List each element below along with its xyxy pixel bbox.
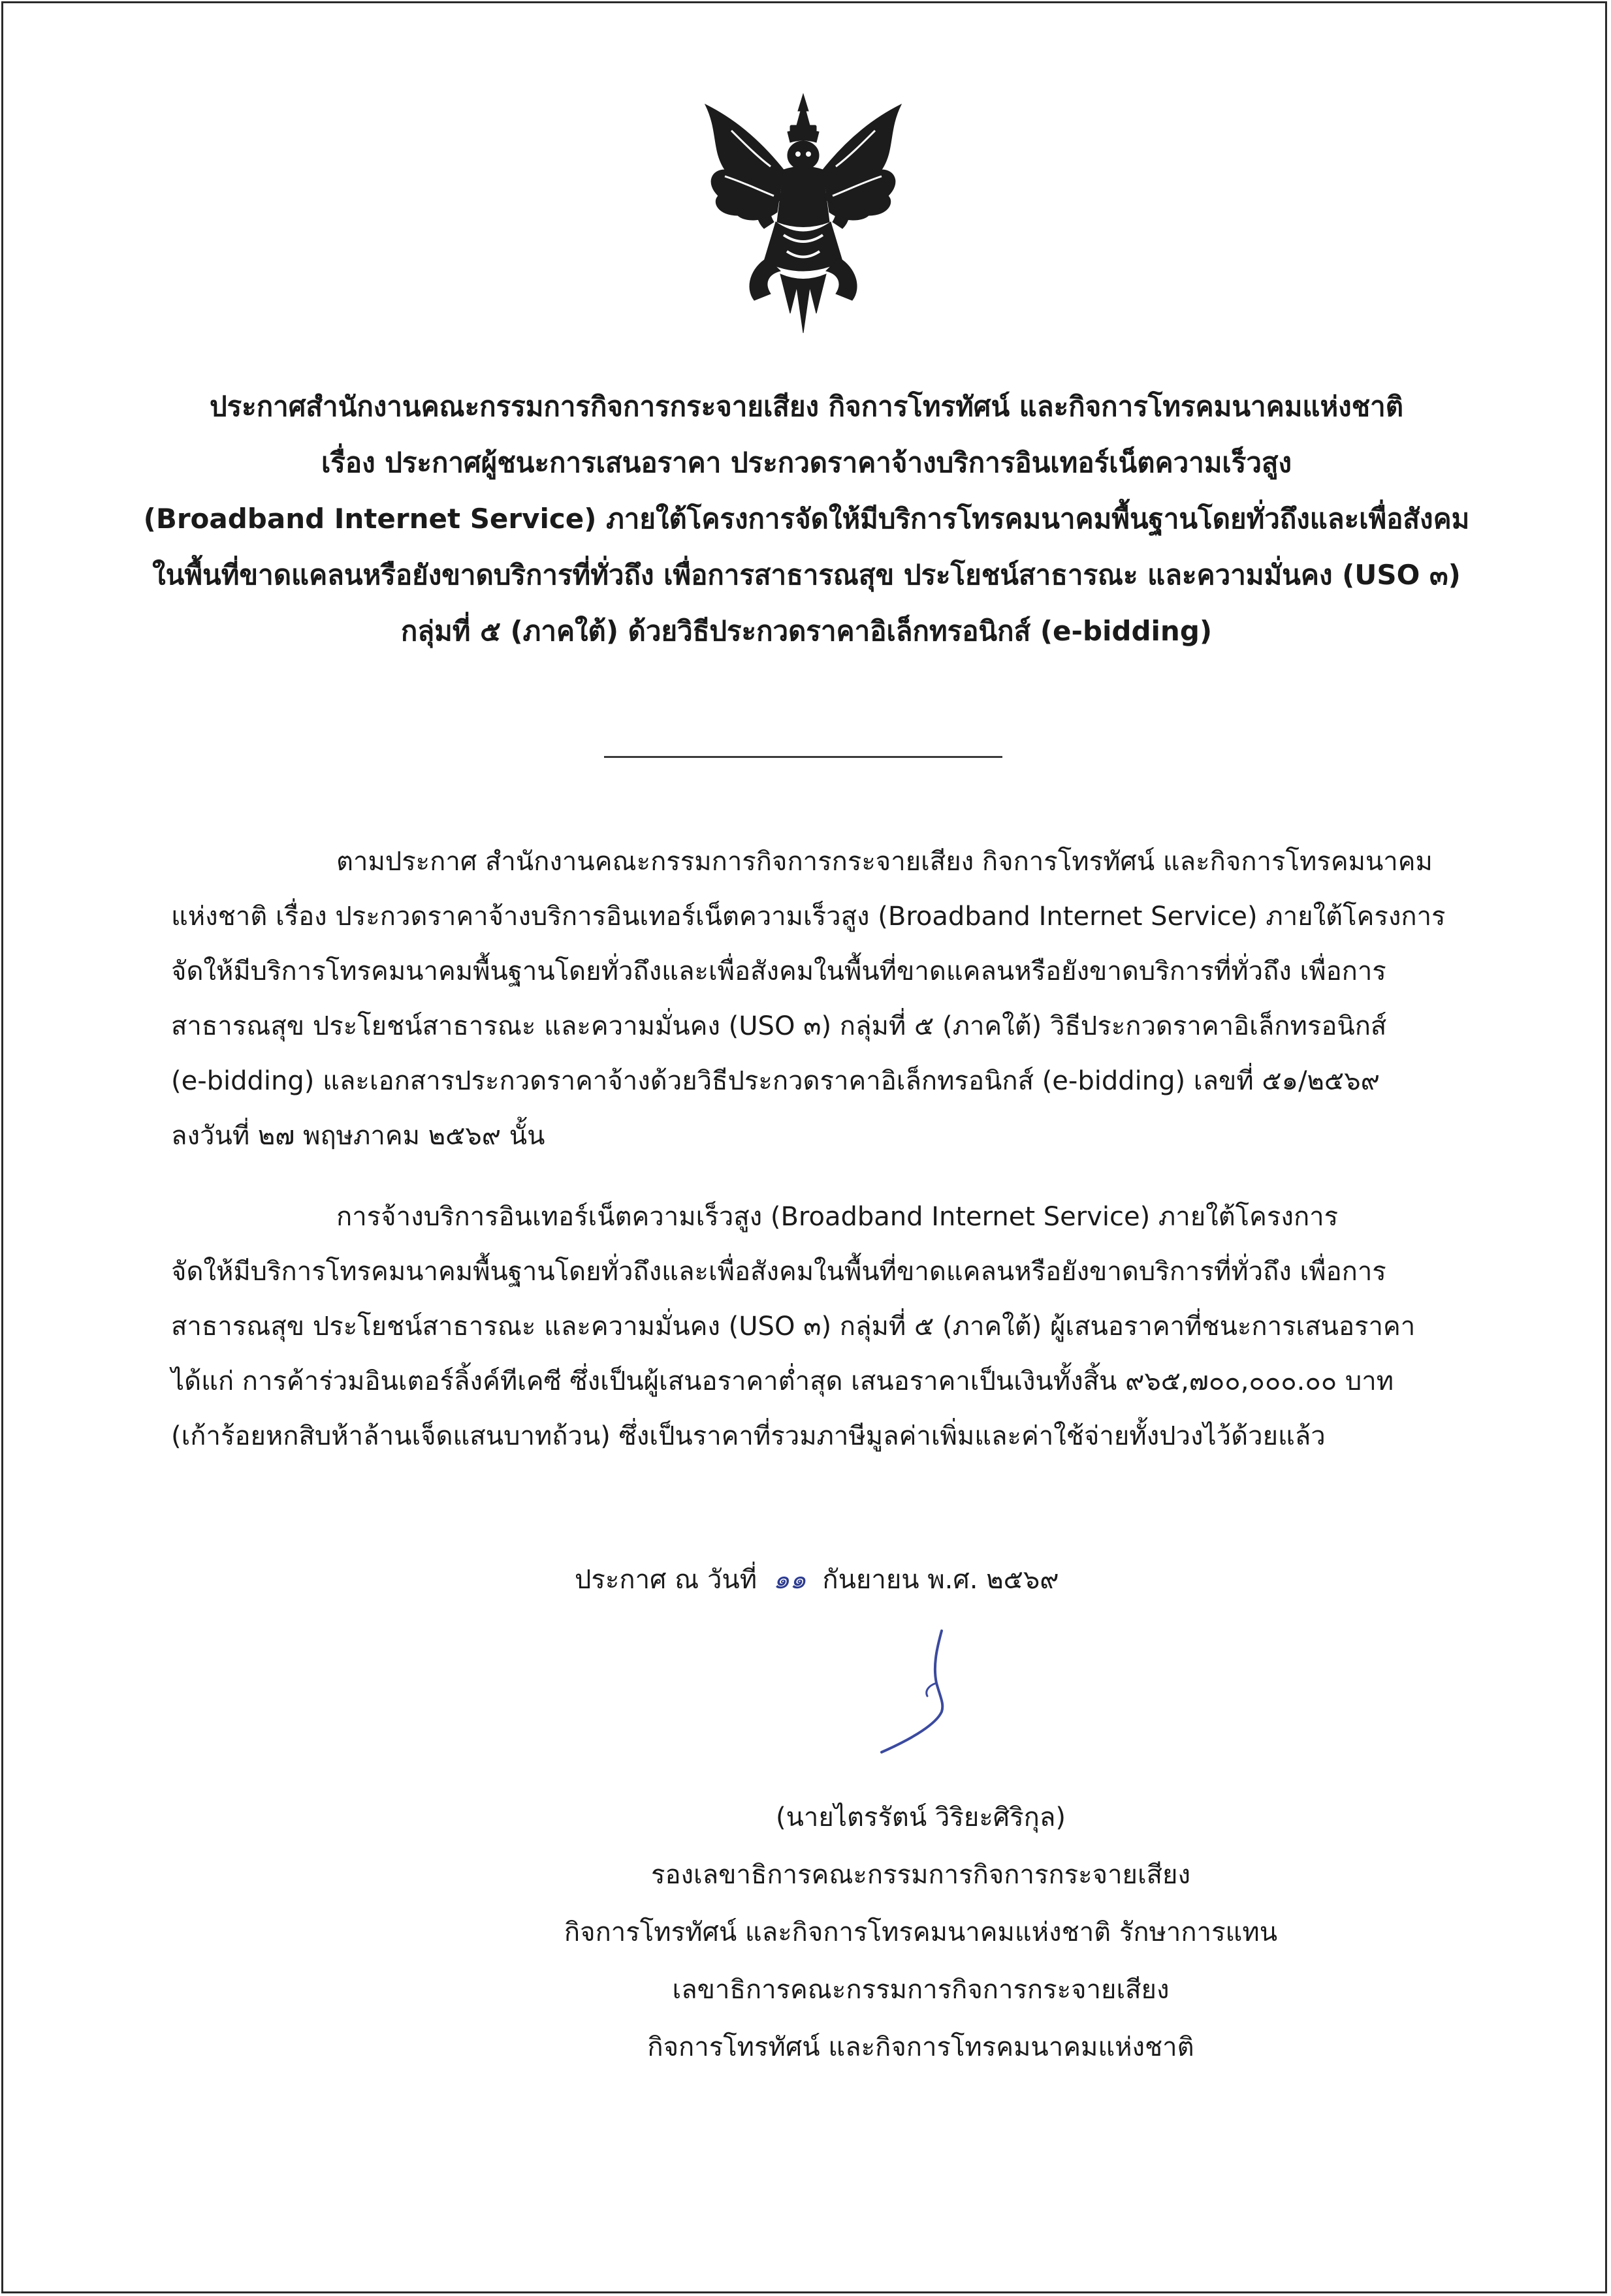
paragraph-1-line: แห่งชาติ เรื่อง ประกวดราคาจ้างบริการอินเทอร์เน็ตความเร็วสูง (Broadband Internet Service) ภายใต้โครงการ (171, 902, 1446, 932)
paragraph-1-line: (e-bidding) และเอกสารประกวดราคาจ้างด้วยวิธีประกวดราคาอิเล็กทรอนิกส์ (e-bidding) เลขที่ ๕๑/๒๕๖๙ (171, 1066, 1380, 1096)
garuda-emblem-icon (692, 91, 914, 339)
paragraph-2-line: สาธารณสุข ประโยชน์สาธารณะ และความมั่นคง (USO ๓) กลุ่มที่ ๕ (ภาคใต้) ผู้เสนอราคาที่ชนะการเสนอราคา (171, 1312, 1416, 1342)
paragraph-2-line: จัดให้มีบริการโทรคมนาคมพื้นฐานโดยทั่วถึงและเพื่อสังคมในพื้นที่ขาดแคลนหรือยังขาดบริการที่ทั่วถึง เพื่อการ (171, 1257, 1386, 1287)
signer-title-line: รองเลขาธิการคณะกรรมการกิจการกระจายเสียง (650, 1860, 1191, 1890)
signer-name: (นายไตรรัตน์ วิริยะศิริกุล) (775, 1802, 1066, 1832)
title-line-3: (Broadband Internet Service) ภายใต้โครงการจัดให้มีบริการโทรคมนาคมพื้นฐานโดยทั่วถึงและเพื่อสังคม (143, 503, 1470, 535)
paragraph-2-line: ได้แก่ การค้าร่วมอินเตอร์ลิ้งค์ทีเคซี ซึ่งเป็นผู้เสนอราคาต่ำสุด เสนอราคาเป็นเงินทั้งสิ้น ๙๖๕,๗๐๐,๐๐๐.๐๐ บาท (171, 1366, 1394, 1396)
signer-title-line: เลขาธิการคณะกรรมการกิจการกระจายเสียง (672, 1975, 1170, 2005)
paragraph-1-line: ลงวันที่ ๒๗ พฤษภาคม ๒๕๖๙ นั้น (171, 1121, 545, 1151)
announcement-prefix: ประกาศ ณ วันที่ (575, 1565, 758, 1595)
announcement-suffix: กันยายน พ.ศ. ๒๕๖๙ (822, 1565, 1059, 1595)
signer-title-line: กิจการโทรทัศน์ และกิจการโทรคมนาคมแห่งชาติ (647, 2032, 1194, 2062)
paragraph-1 (171, 834, 1477, 1163)
title-line-1: ประกาศสำนักงานคณะกรรมการกิจการกระจายเสียง กิจการโทรทัศน์ และกิจการโทรคมนาคมแห่งชาติ (209, 390, 1404, 422)
document-title (118, 379, 1495, 659)
paragraph-1-line: ตามประกาศ สำนักงานคณะกรรมการกิจการกระจายเสียง กิจการโทรทัศน์ และกิจการโทรคมนาคม (336, 847, 1433, 877)
paragraph-1-line: จัดให้มีบริการโทรคมนาคมพื้นฐานโดยทั่วถึงและเพื่อสังคมในพื้นที่ขาดแคลนหรือยังขาดบริการที่ทั่วถึง เพื่อการ (171, 956, 1386, 986)
title-line-4: ในพื้นที่ขาดแคลนหรือยังขาดบริการที่ทั่วถึง เพื่อการสาธารณสุข ประโยชน์สาธารณะ และความมั่นคง (USO ๓) (152, 559, 1461, 591)
title-line-5: กลุ่มที่ ๕ (ภาคใต้) ด้วยวิธีประกวดราคาอิเล็กทรอนิกส์ (e-bidding) (400, 615, 1213, 647)
signer-title-line: กิจการโทรทัศน์ และกิจการโทรคมนาคมแห่งชาติ รักษาการแทน (564, 1917, 1278, 1947)
paragraph-2 (171, 1189, 1477, 1464)
paragraph-1-line: สาธารณสุข ประโยชน์สาธารณะ และความมั่นคง (USO ๓) กลุ่มที่ ๕ (ภาคใต้) วิธีประกวดราคาอิเล็กทรอนิกส์ (171, 1011, 1387, 1041)
paragraph-2-line: (เก้าร้อยหกสิบห้าล้านเจ็ดแสนบาทถ้วน) ซึ่งเป็นราคาที่รวมภาษีมูลค่าเพิ่มและค่าใช้จ่ายทั้งปวงไว้ด้วยแล้ว (171, 1421, 1326, 1451)
title-divider (604, 756, 1002, 758)
paragraph-2-line: การจ้างบริการอินเทอร์เน็ตความเร็วสูง (Broadband Internet Service) ภายใต้โครงการ (336, 1202, 1339, 1232)
announcement-date (575, 1554, 1162, 1606)
signer-block (457, 1789, 1384, 2076)
signature-icon (869, 1626, 973, 1756)
announcement-day: ๑๑ (773, 1565, 806, 1595)
title-line-2: เรื่อง ประกาศผู้ชนะการเสนอราคา ประกวดราคาจ้างบริการอินเทอร์เน็ตความเร็วสูง (321, 447, 1292, 479)
